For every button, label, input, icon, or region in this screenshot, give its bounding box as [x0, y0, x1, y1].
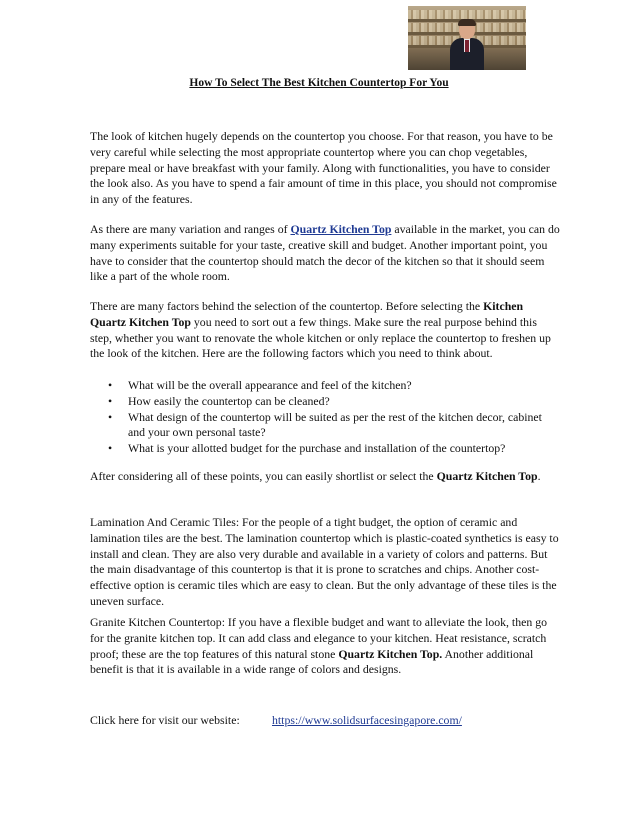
paragraph-intro: The look of kitchen hugely depends on the countertop you choose. For that reason, you have to be very careful while selecting the most appropriate countertop where you can chop vegetables, prepare meal or have breakfast with your family. Along with functionalities, you have to consider the look also. As you have to spend a fair amount of time in this place, you should not compromise in any of the features.	[90, 129, 557, 207]
factors-list	[90, 378, 560, 457]
presenter-photo	[408, 6, 526, 70]
list-item: • What is your allotted budget for the purchase and installation of the countertop?	[90, 441, 560, 457]
paragraph-factors: There are many factors behind the selection of the countertop. Before selecting the Kitchen Quartz Kitchen Top you need to sort out a few things. Make sure the real purpose behind this step, whether you want to renovate the whole kitchen or only replace the countertop to freshen up the look of the kitchen. Here are the following factors which you need to think about.	[90, 299, 551, 361]
page-title: How To Select The Best Kitchen Countertop For You	[189, 77, 449, 89]
paragraph-granite: Granite Kitchen Countertop: If you have a flexible budget and want to alleviate the look, then go for the granite kitchen top. It can add class and elegance to your kitchen. Heat resistance, scratch proof; these are the top features of this natural stone Quartz Kitchen Top. Another additional benefit is that it is available in a wide range of colors and designs.	[90, 615, 547, 677]
visit-label: Click here for visit our website:	[90, 713, 240, 727]
paragraph-lamination: Lamination And Ceramic Tiles: For the people of a tight budget, the option of ceramic and lamination tiles are the best. The lamination countertop which is plastic-coated synthetics is easy to install and clean. They are also very durable and available in a variety of colors and patterns. But the main disadvantage of this countertop is that it is prone to scratches and chips. Another cost-effective option is ceramic tiles which are easy to clean. But the only advantage of these tiles is the uneven surface.	[90, 515, 559, 608]
kitchen-quartz-bold: Kitchen Quartz Kitchen Top	[90, 299, 524, 329]
paragraph-shortlist: After considering all of these points, you can easily shortlist or select the Quartz Kitchen Top.	[90, 469, 541, 483]
quartz-kitchen-top-link[interactable]: Quartz Kitchen Top	[290, 222, 392, 236]
list-item: • How easily the countertop can be cleaned?	[90, 394, 560, 410]
paragraph-variations: As there are many variation and ranges of Quartz Kitchen Top available in the market, you can do many experiments suitable for your taste, creative skill and budget. Another important point, you have to consider that the countertop should match the decor of the kitchen so that it should seem like a part of the whole room.	[90, 222, 560, 284]
quartz-kitchen-top-bold: Quartz Kitchen Top	[436, 469, 538, 483]
website-link[interactable]: https://www.solidsurfacesingapore.com/	[272, 713, 462, 727]
list-item: • What design of the countertop will be suited as per the rest of the kitchen decor, cabinet and your own personal taste?	[90, 410, 560, 442]
list-item: • What will be the overall appearance and feel of the kitchen?	[90, 378, 560, 394]
quartz-kitchen-top-bold-2: Quartz Kitchen Top.	[338, 646, 443, 661]
